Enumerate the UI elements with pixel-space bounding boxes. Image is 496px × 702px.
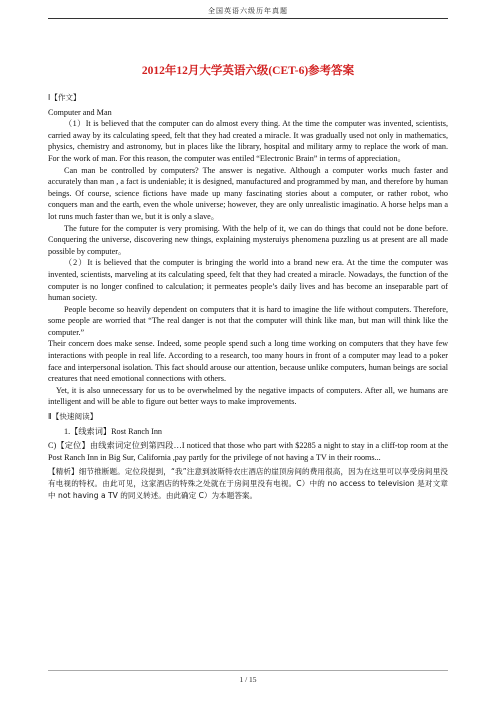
question-1-answer: C)【定位】由线索词定位到第四段…I noticed that those who part with $2285 a night to stay in a cliff-top room at the Post Ranch Inn in Big Sur, California ,pay partly for the privilege of not having a TV in their rooms...: [48, 441, 448, 462]
essay-paragraph-5: People become so heavily dependent on computers that it is hard to imagine the life without computers. Therefore, some people are worried that “The real danger is not that the computer will think like man, but man will think like the computer.”: [48, 304, 448, 337]
document-body: [48, 92, 448, 501]
page-title: 2012年12月大学英语六级(CET-6)参考答案: [141, 65, 355, 77]
header-divider: [48, 18, 448, 19]
section-heading-reading: Ⅱ【快速阅读】: [48, 412, 98, 422]
footer-divider: [48, 670, 448, 671]
question-1-clue: 1.【线索词】Rost Ranch Inn: [64, 426, 163, 436]
essay-paragraph-6: Their concern does make sense. Indeed, some people spend such a long time working on computers that they have few interactions with people in real life. According to a research, too many hours in front of a computer may lead to a poker face and interpersonal isolation. This fact should arouse our attention, because unlike computers, human beings are social creatures that need emotional connections with others.: [48, 339, 448, 384]
essay-title: Computer and Man: [48, 107, 112, 117]
section-heading-writing: Ⅰ【作文】: [48, 93, 81, 102]
essay-paragraph-4: （2）It is believed that the computer is bringing the world into a brand new era. At the time the computer was invented, scientists, marveling at its calculating speed, felt that they had created a miracle. Nowadays, the function of the computer is no longer confined to calculation; it permeates people’s daily lives and has become an inseparable part of human society.: [48, 258, 448, 303]
page-header: 全国英语六级历年真题: [208, 7, 288, 15]
question-1-analysis: 【精析】细节推断题。定位段提到，“我”注意到波斯特农庄酒店的崖顶房间的费用很高，因为在这里可以享受房间里没有电视的特权。由此可见，这家酒店的特殊之处就在于房间里没有电视。C）中的 no access to television 是对文章中 not having a TV 的同义转述。由此确定 C）为本题答案。: [48, 467, 448, 500]
essay-paragraph-3: The future for the computer is very promising. With the help of it, we can do things that could not be done before. Conquering the universe, discovering new things, explaining mysteruiys phenomena puzzling us at present are all made possible by computer。: [48, 223, 448, 256]
essay-paragraph-7: Yet, it is also unnecessary for us to be overwhelmed by the negative impacts of computers. After all, we humans are intelligent and will be able to figure out better ways to make improvements.: [48, 385, 448, 407]
essay-paragraph-1: （1）It is believed that the computer can do almost every thing. At the time the computer was invented, scientists, carried away by its calculating speed, felt that they had created a miracle. It was gradually used not only in mathematics, physics, chemistry and astronomy, but in places like the library, hospital and military army to replace the work of man. For the work of man. For this reason, the computer was entiled “Electronic Brain” in terms of appreciation。: [48, 119, 448, 163]
essay-paragraph-2: Can man be controlled by computers? The answer is negative. Although a computer works much faster and accurately than man , a fact is undeniable; it is designed, manufactured and programmed by man, and therefore by human beings. Of course, science fictions have made up many fascinating stories about a computer, or rather robot, who conquers man and the earth, even the whole universe; however, they are only unrealistic imaginatio. A horse helps man a lot runs much faster than we, but it is only a slave。: [48, 165, 448, 221]
page-number: 1 / 15: [239, 675, 257, 684]
